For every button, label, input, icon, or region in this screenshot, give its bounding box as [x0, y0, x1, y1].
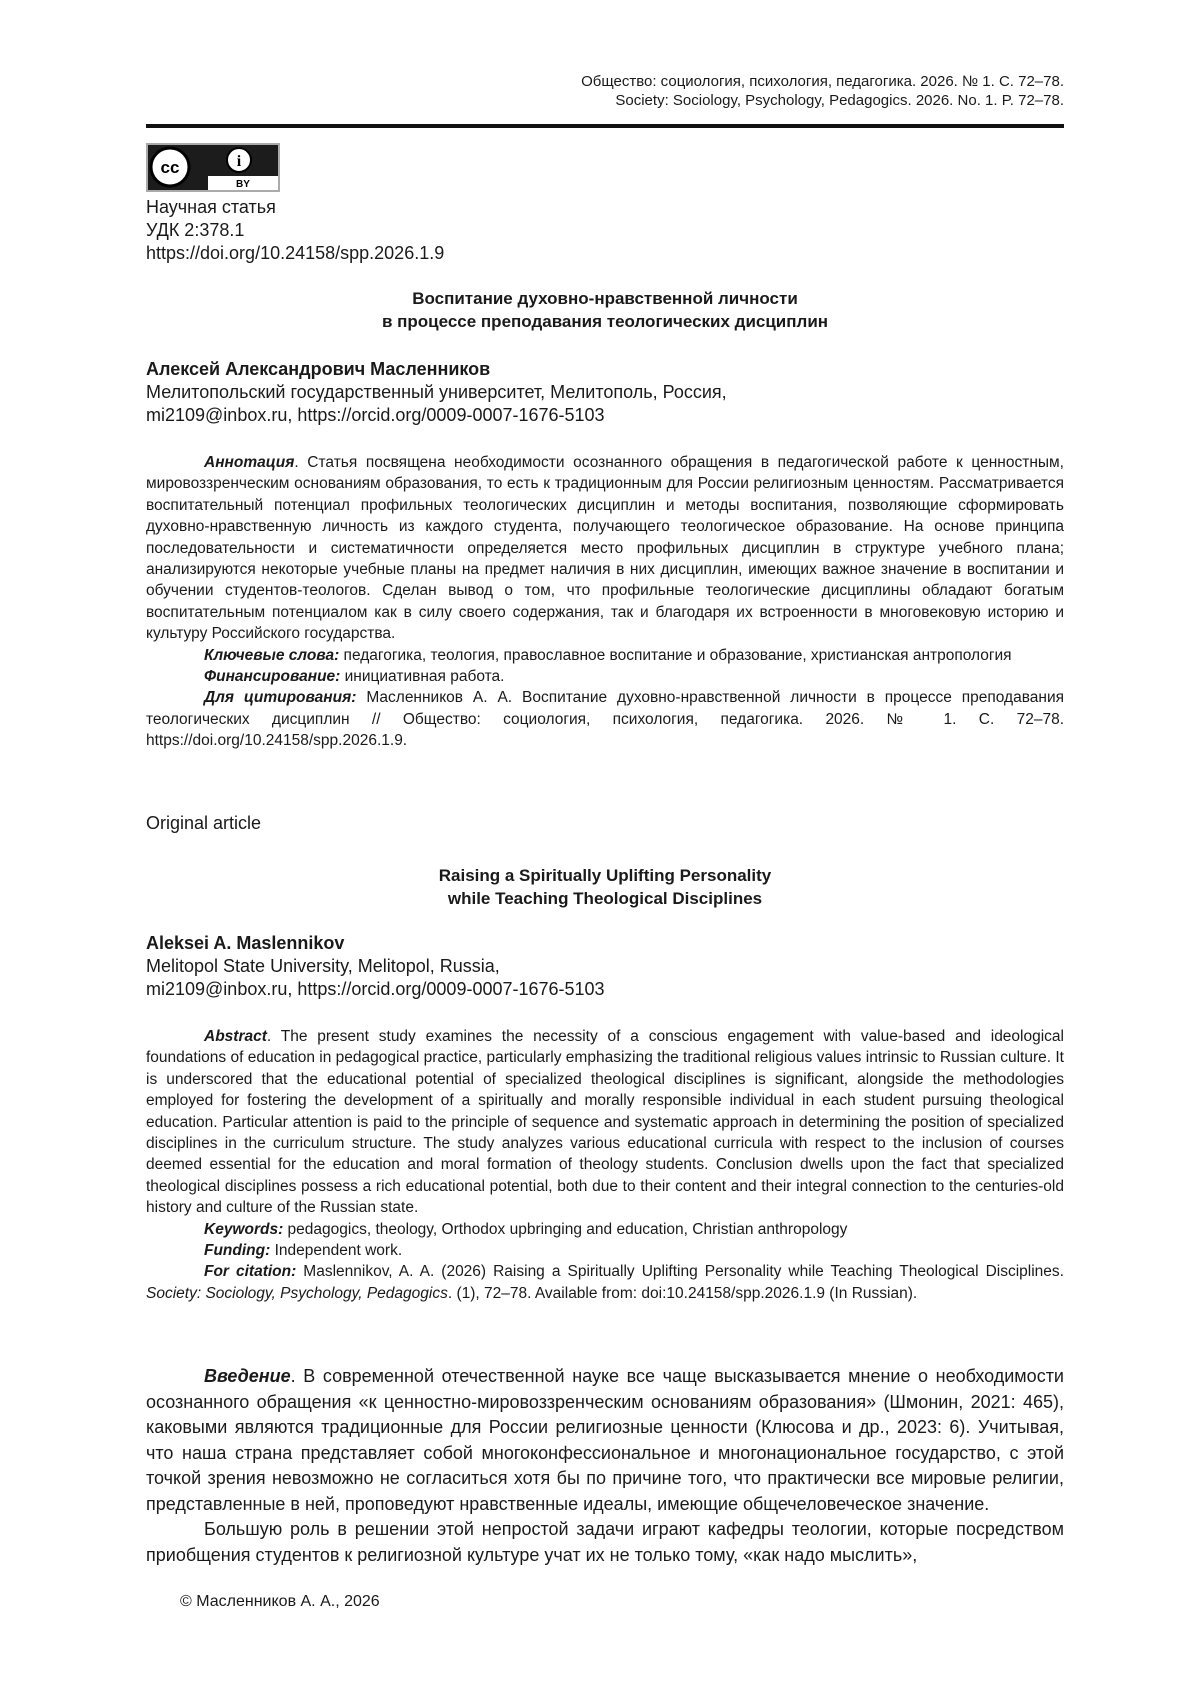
running-head-en: Society: Sociology, Psychology, Pedagogics. 2026. No. 1. P. 72–78. — [615, 92, 1064, 109]
doi-link[interactable]: https://doi.org/10.24158/spp.2026.1.9 — [146, 243, 445, 263]
citation-en — [146, 1261, 1064, 1304]
keywords-label-ru: Ключевые слова: — [204, 646, 340, 664]
funding-en — [146, 1240, 1064, 1261]
udc-code: УДК 2:378.1 — [146, 220, 245, 240]
journal-running-head — [581, 72, 1064, 110]
author-name-ru: Алексей Александрович Масленников — [146, 359, 491, 379]
body-text — [146, 1364, 1064, 1568]
abstract-en — [146, 1026, 1064, 1219]
keywords-text-en: pedagogics, theology, Orthodox upbringing and education, Christian anthropology — [283, 1220, 848, 1238]
keywords-label-en: Keywords: — [204, 1220, 284, 1238]
title-ru-line2: в процессе преподавания теологических дисциплин — [381, 312, 829, 331]
contacts-ru[interactable]: mi2109@inbox.ru, https://orcid.org/0009-0007-1676-5103 — [146, 405, 605, 425]
body-paragraph-1 — [146, 1364, 1064, 1517]
author-block-ru — [146, 358, 727, 427]
abstract-block-ru — [146, 452, 1064, 752]
author-block-en — [146, 932, 605, 1001]
abstract-block-en — [146, 1026, 1064, 1304]
title-en-line2: while Teaching Theological Disciplines — [447, 889, 763, 908]
funding-label-ru: Финансирование: — [204, 668, 341, 686]
article-meta — [146, 196, 444, 265]
abstract-text-en: . The present study examines the necessity of a conscious engagement with value-based and ideological foundations of education in pedagogical practice, particularly emphasizing the traditional religious values intrinsic to Russian culture. It is underscored that the educational potential of specialized theological disciplines is significant, alongside the methodologies employed for fostering the development of a spiritually and morally responsible individual in each student pursuing theological education. Particular attention is paid to the principle of sequence and systematic approach in determining the position of specialized disciplines in the curriculum structure. The study analyzes various educational curricula with respect to the inclusion of courses deemed essential for the education and moral formation of theology students. Conclusion dwells upon the fact that specialized theological disciplines possess a rich educational potential, both due to their content and their integral connection to the centuries-old history and culture of the Russian state. — [146, 1028, 1064, 1217]
citation-label-en: For citation: — [204, 1263, 297, 1281]
title-ru-line1: Воспитание духовно-нравственной личности — [412, 289, 798, 308]
cc-text: cc — [160, 158, 180, 177]
contacts-en[interactable]: mi2109@inbox.ru, https://orcid.org/0009-0007-1676-5103 — [146, 979, 605, 999]
affiliation-en: Melitopol State University, Melitopol, Russia, — [146, 956, 500, 976]
by-text: BY — [236, 179, 250, 190]
citation-text-en-2: . (1), 72–78. Available from: doi:10.24158/spp.2026.1.9 (In Russian). — [447, 1284, 918, 1302]
author-name-en: Aleksei A. Maslennikov — [146, 933, 345, 953]
abstract-text-ru: . Статья посвящена необходимости осознанного обращения в педагогической работе к ценностным, мировоззренческим основаниям образования, то есть к традиционным для России религиозным ценностям. Рассматривается воспитательный потенциал профильных теологических дисциплин и методы воспитания, позволяющие сформировать духовно-нравственную личность из каждого студента, получающего теологическое образование. На основе принципа последовательности и систематичности определяется место профильных дисциплин в структуре учебного плана; анализируются некоторые учебные планы на предмет наличия в них дисциплин, имеющих важное значение в воспитании и обучении студентов-теологов. Сделан вывод о том, что профильные теологические дисциплины обладают богатым воспитательным потенциалом как в силу своего содержания, так и благодаря их встроенности в многовековую историю и культуру Российского государства. — [146, 454, 1064, 643]
body-paragraph-1-text: . В современной отечественной науке все чаще высказывается мнение о необходимости осознанного обращения «к ценностно-мировоззренческим основаниям образования» (Шмонин, 2021: 465), каковыми являются традиционные для России религиозные ценности (Клюсова и др., 2023: 6). Учитывая, что наша страна представляет собой многоконфессиональное и многонациональное государство, с этой точкой зрения невозможно не согласиться хотя бы по причине того, что практически все мировые религии, представленные в ней, проповедуют нравственные идеалы, имеющие общечеловеческое значение. — [146, 1366, 1064, 1514]
citation-label-ru: Для цитирования: — [204, 689, 357, 707]
article-type: Научная статья — [146, 197, 276, 217]
intro-label: Введение — [204, 1366, 291, 1386]
copyright-notice: © Масленников А. А., 2026 — [180, 1593, 380, 1610]
running-head-ru: Общество: социология, психология, педагогика. 2026. № 1. С. 72–78. — [581, 73, 1064, 90]
title-ru — [146, 287, 1064, 333]
attribution-glyph: i — [236, 153, 242, 170]
affiliation-ru: Мелитопольский государственный университет, Мелитополь, Россия, — [146, 382, 727, 402]
citation-journal-en: Society: Sociology, Psychology, Pedagogics — [146, 1284, 448, 1302]
article-type-en: Original article — [146, 813, 262, 833]
header-rule — [146, 124, 1064, 128]
funding-text-ru: инициативная работа. — [340, 668, 505, 686]
title-en — [146, 864, 1064, 910]
citation-text-ru: Масленников А. А. Воспитание духовно-нравственной личности в процессе преподавания теологических дисциплин // Общество: социология, психология, педагогика. 2026. № 1. С. 72–78. https://doi.org/10.24158/spp.2026.1.9. — [146, 689, 1064, 750]
keywords-ru — [146, 645, 1064, 666]
citation-text-en-1: Maslennikov, A. A. (2026) Raising a Spiritually Uplifting Personality while Teaching Theological Disciplines. — [296, 1263, 1064, 1281]
abstract-label-ru: Аннотация — [204, 454, 295, 471]
funding-ru — [146, 666, 1064, 687]
keywords-en — [146, 1219, 1064, 1240]
funding-label-en: Funding: — [204, 1242, 271, 1260]
keywords-text-ru: педагогика, теология, православное воспитание и образование, христианская антропология — [339, 646, 1012, 664]
funding-text-en: Independent work. — [270, 1242, 403, 1260]
title-en-line1: Raising a Spiritually Uplifting Personality — [438, 866, 772, 885]
cc-by-license-icon[interactable] — [146, 143, 280, 192]
abstract-label-en: Abstract — [204, 1028, 267, 1045]
abstract-ru — [146, 452, 1064, 645]
citation-ru — [146, 687, 1064, 751]
body-paragraph-2: Большую роль в решении этой непростой задачи играют кафедры теологии, которые посредством приобщения студентов к религиозной культуре учат их не только тому, «как надо мыслить», — [146, 1519, 1064, 1565]
